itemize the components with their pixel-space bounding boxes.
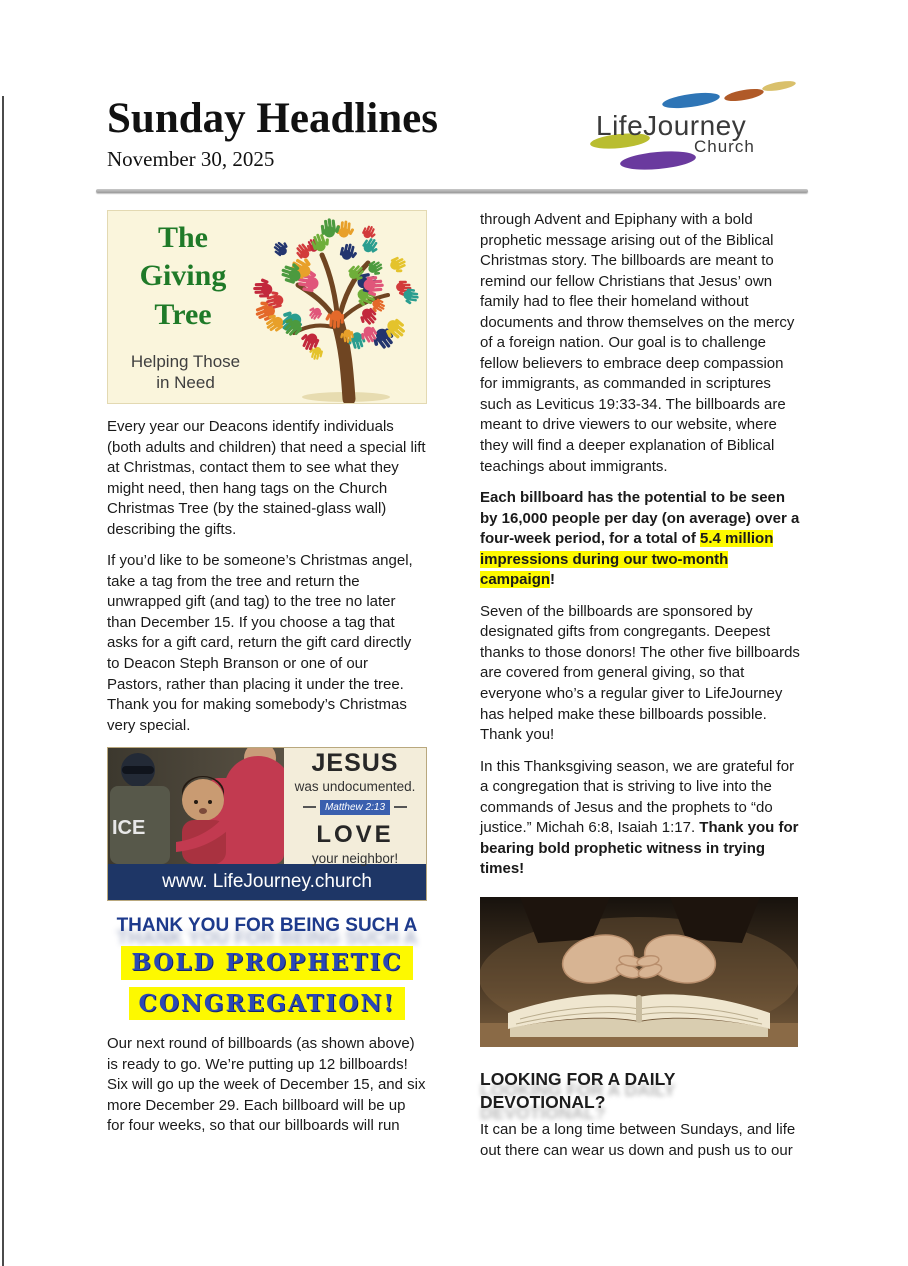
giving-tree-tagline (108, 352, 263, 393)
hands-on-book-image (480, 897, 798, 1047)
impressions-paragraph (480, 488, 800, 591)
billboard-headline-love: LOVE (316, 821, 394, 849)
logo-ellipse-rust (723, 87, 764, 104)
church-logo (590, 90, 800, 174)
thank-you-block (107, 913, 427, 1020)
thank-you-heading: THANK YOU FOR BEING SUCH A (116, 915, 418, 937)
logo-subname: Church (694, 137, 755, 156)
two-column-body (107, 210, 800, 1173)
advent-paragraph: through Advent and Epiphany with a bold prophetic message arising out of the Biblical Christmas story. The billboards are meant to remind our fellow Christians that Jesus’ own family had to flee their homeland without documents and throw themselves on the mercy of a foreign nation. Our goal is to challenge fellow believers to embrace deep compassion for immigrants, as commanded in scriptures such as Leviticus 19:33-34. The billboards are meant to drive viewers to our website, where they will find a deeper explanation of Biblical teachings about immigrants. (480, 211, 795, 475)
verse-dash-left (303, 806, 316, 808)
billboard-subline-undocumented: was undocumented. (294, 779, 416, 795)
logo-ellipse-tan (762, 79, 797, 93)
header (107, 96, 800, 174)
page-title: Sunday Headlines (107, 95, 438, 142)
logo-name: LifeJourney (596, 110, 747, 141)
page-left-edge (2, 96, 4, 1266)
title-block (107, 96, 438, 172)
devotional-paragraph: It can be a long time between Sundays, and life out there can wear us down and push us to our (480, 1121, 796, 1159)
impressions-text-end: ! (550, 571, 556, 589)
ice-vest-text: ICE (112, 817, 146, 840)
giving-tree-title-line3: Tree (154, 297, 212, 331)
impressions-text-start: Each billboard has the potential to be seen by 16,000 people per day (on average) over a four-week period, for a total of (480, 489, 800, 548)
billboard-image (107, 747, 427, 901)
verse-dash-right (394, 806, 407, 808)
bold-prophetic-line2: CONGREGATION! (129, 987, 406, 1021)
giving-tree-tagline-line1: Helping Those (130, 352, 241, 372)
giving-tree-title-line2: Giving (139, 259, 227, 293)
header-divider (96, 189, 808, 193)
thanksgiving-bold-text: Thank you for bearing bold prophetic witness in trying times! (480, 819, 799, 878)
billboard-subline-neighbor: your neighbor! (311, 851, 399, 867)
logo-ellipse-purple (619, 149, 696, 173)
thanksgiving-paragraph (480, 757, 800, 880)
giving-tree-paragraph-1: Every year our Deacons identify individuals (both adults and children) that need a special lift at Christmas, contact them to see what they might need, then hang tags on the Church Christmas Tree (by the stained-glass wall) describing the gifts. (107, 418, 426, 538)
devotional-heading: LOOKING FOR A DAILY DEVOTIONAL? (480, 1068, 676, 1113)
logo-ellipse-blue (661, 90, 720, 111)
billboard-headline-jesus: JESUS (311, 748, 399, 777)
giving-tree-tagline-line2: in Need (156, 372, 215, 392)
giving-tree-title-line1: The (157, 221, 208, 254)
impressions-highlight: 5.4 million impressions during our two-month campaign (480, 530, 774, 589)
giving-tree-title (112, 219, 254, 334)
giving-tree-image (107, 210, 427, 404)
left-column (107, 210, 427, 1173)
billboard-photo (108, 748, 284, 864)
hand-tree-illustration (246, 211, 426, 403)
sponsors-paragraph: Seven of the billboards are sponsored by designated gifts from congregants. Deepest thanks to those donors! The other five billboards are covered from general giving, so that everyone who’s a regular giver to LifeJourney has helped make these billboards possible. Thank you! (480, 602, 800, 744)
giving-tree-paragraph-2: If you’d like to be someone’s Christmas angel, take a tag from the tree and return the unwrapped gift (and tag) to the tree no later than December 15. If you choose a tag that asks for a gift card, return the gift card directly to Deacon Steph Branson or one of our Pastors, rather than placing it under the tree. Thank you for making somebody’s Christmas very special. (107, 552, 413, 734)
thanksgiving-text: In this Thanksgiving season, we are grateful for a congregation that is striving to live into the commands of Jesus and the prophets to “do justice.” Michah 6:8, Isaiah 1:17. (480, 757, 795, 837)
billboard-verse-row (303, 800, 407, 816)
issue-date: November 30, 2025 (107, 147, 275, 172)
billboard-verse: Matthew 2:13 (320, 800, 390, 816)
bold-prophetic-line1: BOLD PROPHETIC (121, 946, 412, 980)
right-column (480, 210, 800, 1173)
billboard-top (108, 748, 426, 867)
billboards-paragraph: Our next round of billboards (as shown above) is ready to go. We’re putting up 12 billboards! Six will go up the week of December 15, and six more December 29. Each billboard will be up for four weeks, so that our billboards will run (107, 1035, 426, 1135)
newsletter-page (0, 96, 908, 1266)
billboard-url: www. LifeJourney.church (108, 864, 426, 900)
billboard-message-panel (284, 748, 426, 867)
